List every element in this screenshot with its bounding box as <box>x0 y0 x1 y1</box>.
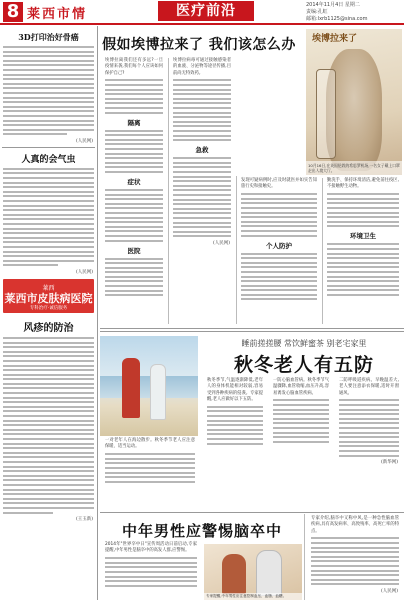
feature-col-a-text: 秋冬季节,气温逐渐降低,老年人的身体机能相对较弱,容易受到各种疾病的侵袭。专家提醒,老人应做好以下五防。 <box>207 378 263 402</box>
ad-banner-top: 莱西 <box>42 284 55 292</box>
photo-overlay-text: 埃博拉来了 <box>312 34 358 44</box>
ebola-col-4 <box>324 178 402 298</box>
feature-col-c <box>336 378 402 465</box>
stroke-col-1 <box>102 542 200 589</box>
section-name: 莱西市情 <box>27 7 88 22</box>
feature-photo-caption: 一对老年人在海边散步。秋冬季节老人应注意保暖、适当运动。 <box>105 438 195 450</box>
photo-man <box>122 358 140 418</box>
feature-col-b <box>270 378 332 445</box>
header-meta <box>306 2 398 23</box>
seaside-couple-photo <box>100 336 198 436</box>
main-area <box>100 26 404 600</box>
subhead-symptom: 症状 <box>127 177 141 186</box>
article-source: (人民网) <box>212 240 230 246</box>
ebola-col-4-intro: 勤洗手、保持环境清洁,避免前往疫区,不接触野生动物。 <box>327 178 399 190</box>
header-rule <box>0 23 404 25</box>
feature-headline: 秋冬老人有五防 <box>233 354 374 376</box>
text-block <box>102 130 166 173</box>
subhead-environment: 环境卫生 <box>350 232 376 241</box>
feature-subtitle: 睡前搓搓腰 常饮鲜蜜茶 别老宅家里 <box>241 339 367 348</box>
article-source: (人民网) <box>75 138 93 144</box>
subhead-personal: 个人防护 <box>266 241 292 250</box>
subhead-isolation: 隔离 <box>127 118 141 127</box>
ebola-col-3-intro: 发现可疑病例时,应及时就医并如实告知旅行史和接触史。 <box>241 178 317 190</box>
feature-col-b-text: 一防心脑血管病。秋冬季节气温骤降,血管收缩,血压升高,容易诱发心脑血管疾病。 <box>273 378 329 396</box>
text-block <box>170 79 234 141</box>
text-block <box>102 189 166 242</box>
feature-col-c-text: 二防呼吸道疾病。早晚温差大,老人要注意添衣保暖,适时开窗通风。 <box>339 378 399 396</box>
left-column <box>0 26 98 600</box>
article-source: (人民网) <box>75 269 93 275</box>
doctor-patient-photo <box>204 544 302 600</box>
column-rule <box>304 514 305 600</box>
text-block <box>102 453 198 483</box>
article-title-rubella: 风疹的防治 <box>23 322 74 334</box>
section-band <box>100 328 404 332</box>
text-block <box>336 399 402 456</box>
ebola-photo <box>306 29 402 175</box>
ebola-col-1 <box>102 58 166 299</box>
column-rule <box>168 58 169 324</box>
divider <box>2 147 95 148</box>
photo-doctor <box>256 550 282 596</box>
article-body-breath <box>0 168 97 266</box>
text-block <box>170 157 234 237</box>
feature-photo-caption-block <box>102 438 198 485</box>
ad-banner-subtitle: 专科治疗·诚信服务 <box>29 305 68 311</box>
article-title-breath: 人真的会气虫 <box>21 154 76 165</box>
page-header <box>0 0 404 24</box>
article-body-3d-printing <box>0 46 97 135</box>
feature-col-a <box>204 378 266 447</box>
text-block <box>308 537 402 585</box>
stroke-intro: 2014年"世界卒中日"宣传周活动日前启动,专家提醒,中年男性是脑卒中的高发人群,应警惕。 <box>105 542 197 554</box>
photo-tube <box>316 69 336 159</box>
article-source: (新华网) <box>380 460 398 466</box>
ebola-col-2-intro: 埃博拉病毒可通过接触感染者的血液、分泌物等途径传播,目前尚无特效药。 <box>173 58 231 76</box>
text-block <box>102 258 166 297</box>
photo-sea <box>100 376 198 398</box>
stroke-col-right-text: 专家介绍,脑卒中又称中风,是一种急性脑血管疾病,具有高发病率、高致残率、高死亡率的特点。 <box>311 516 399 534</box>
column-rule <box>322 178 323 324</box>
text-block <box>102 79 166 113</box>
section-divider <box>100 512 404 513</box>
ebola-col-2 <box>170 58 234 246</box>
ad-banner-title: 莱西市皮肤病医院 <box>4 291 93 305</box>
article-source: (王玉新) <box>75 517 93 523</box>
stroke-headline: 中年男性应警惕脑卒中 <box>121 522 282 540</box>
section-banner: 医疗前沿 <box>158 1 254 21</box>
text-block <box>102 557 200 587</box>
header-editor: 责编:孔虹 <box>306 9 328 15</box>
header-email: 邮箱:lxrb1125@sina.com <box>306 16 368 22</box>
photo-woman <box>150 364 166 420</box>
stroke-col-right <box>308 516 402 594</box>
photo-patient <box>222 554 246 594</box>
article-source: (人民网) <box>380 589 398 595</box>
text-block <box>324 243 402 296</box>
article-body-rubella <box>0 337 97 514</box>
text-block <box>204 406 266 445</box>
article-title-3d-printing: 3D打印治好骨癌 <box>18 32 79 42</box>
text-block <box>238 253 320 301</box>
text-block <box>238 193 320 236</box>
text-block <box>270 399 332 442</box>
text-block <box>324 193 402 227</box>
subhead-hospital: 医院 <box>127 246 141 255</box>
column-rule <box>236 176 237 324</box>
header-date: 2014年11月4日 星期二 <box>306 2 360 8</box>
subhead-firstaid: 急救 <box>195 146 209 155</box>
hospital-ad-banner <box>3 279 94 313</box>
page-number: 8 <box>3 2 23 22</box>
photo-caption: 专家提醒,中年男性应注意控制血压、血脂、血糖。 <box>204 593 302 600</box>
ebola-col-1-intro: 埃博拉离我们还有多远?一旦疫情来袭,我们每个人应该如何保护自己? <box>105 58 163 76</box>
photo-caption: 10月16日,在英国伦敦的希思罗机场,一名女子戴上口罩走出人境大厅。 <box>306 161 402 175</box>
ebola-col-3 <box>238 178 320 303</box>
headline-ebola: 假如埃博拉来了 我们该怎么办 <box>102 37 296 53</box>
